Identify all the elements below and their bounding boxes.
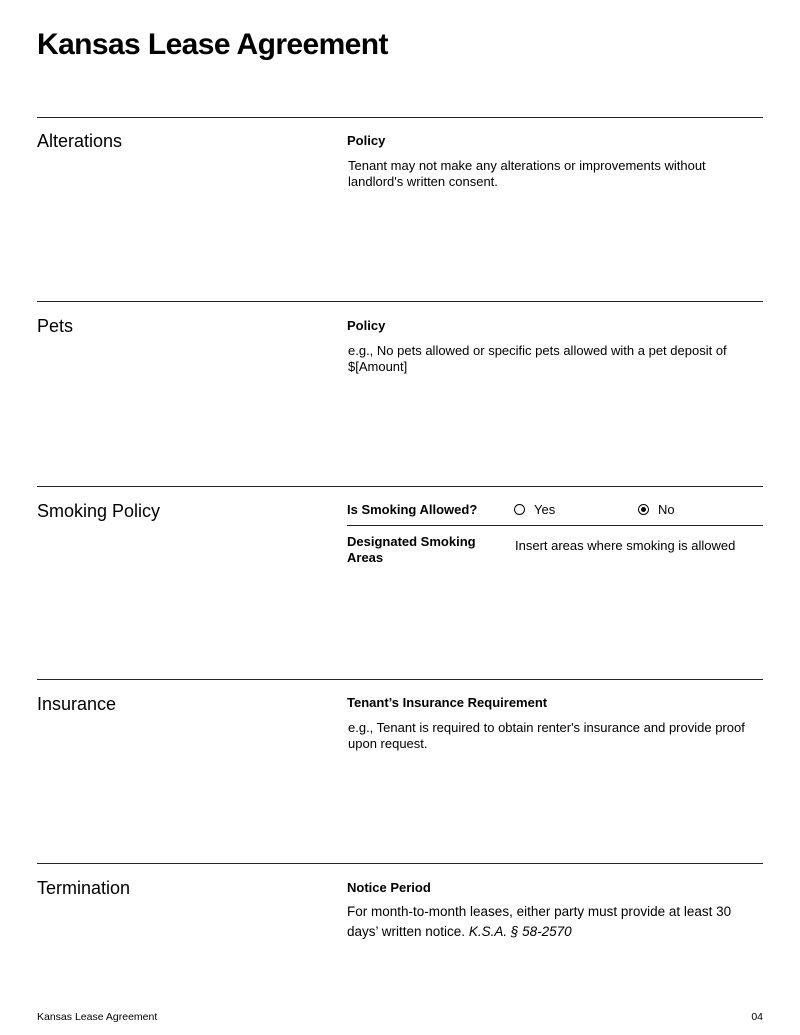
footer-document-title: Kansas Lease Agreement: [37, 1011, 158, 1023]
section-divider: [37, 486, 763, 487]
pets-policy-label: Policy: [347, 318, 386, 333]
smoking-allowed-label: Is Smoking Allowed?: [347, 502, 478, 517]
designated-areas-label: Designated Smoking Areas: [347, 534, 476, 565]
insurance-requirement-label: Tenant’s Insurance Requirement: [347, 695, 548, 710]
smoking-yes-radio[interactable]: [514, 502, 555, 517]
radio-label: Yes: [534, 502, 556, 517]
page-title: Kansas Lease Agreement: [37, 28, 388, 61]
section-divider: [37, 863, 763, 864]
section-divider: [37, 679, 763, 680]
radio-checked-icon: [638, 504, 649, 515]
pets-policy-text[interactable]: e.g., No pets allowed or specific pets allowed with a pet deposit of $[Amount]: [348, 343, 727, 374]
radio-unchecked-icon: [514, 504, 525, 515]
notice-period-text[interactable]: [347, 902, 747, 942]
section-title-alterations: Alterations: [37, 131, 123, 151]
notice-period-body: For month-to-month leases, either party must provide at least 30 days’ written notice.: [347, 904, 732, 939]
section-divider: [37, 117, 763, 118]
section-title-insurance: Insurance: [37, 694, 117, 714]
notice-period-label: Notice Period: [347, 880, 431, 895]
page-number: 04: [751, 1011, 763, 1023]
section-divider: [37, 301, 763, 302]
field-divider: [347, 525, 763, 526]
designated-areas-text[interactable]: Insert areas where smoking is allowed: [515, 538, 736, 553]
statute-citation: K.S.A. § 58-2570: [468, 924, 572, 939]
section-title-pets: Pets: [37, 316, 74, 336]
insurance-requirement-text[interactable]: e.g., Tenant is required to obtain renter's insurance and provide proof upon request.: [348, 720, 745, 751]
smoking-no-radio[interactable]: [638, 502, 675, 517]
alterations-policy-label: Policy: [347, 133, 386, 148]
alterations-policy-text[interactable]: Tenant may not make any alterations or improvements without landlord's written consent.: [348, 158, 706, 189]
section-title-termination: Termination: [37, 878, 131, 898]
section-title-smoking: Smoking Policy: [37, 501, 161, 521]
radio-label: No: [658, 502, 675, 517]
